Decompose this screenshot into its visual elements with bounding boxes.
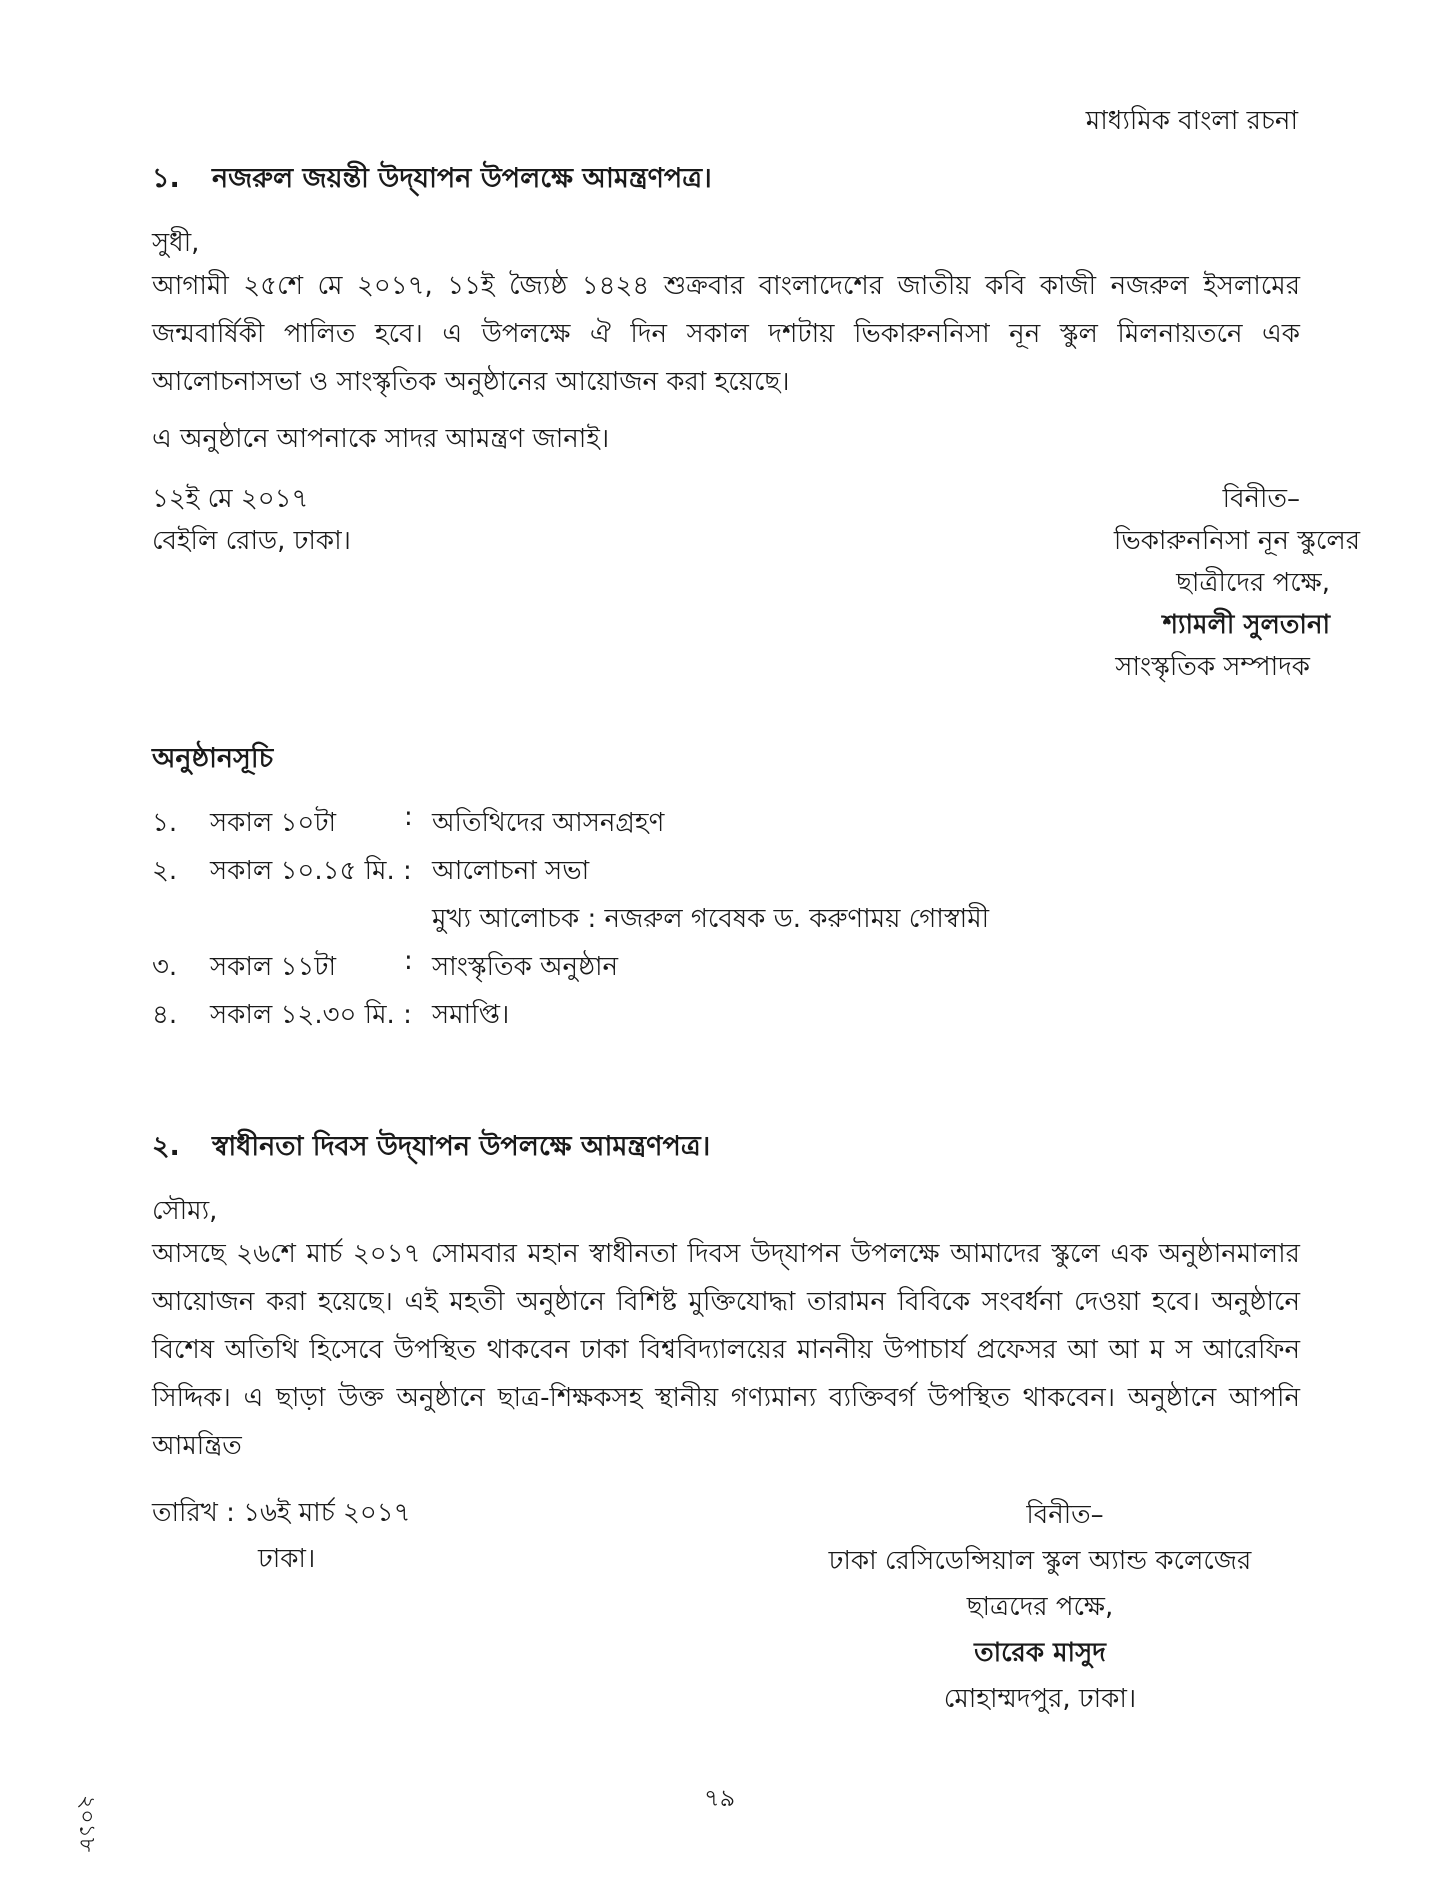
section2-body: আসছে ২৬শে মার্চ ২০১৭ সোমবার মহান স্বাধীনতা দিবস উদ্‌যাপন উপলক্ষে আমাদের স্কুলে এক অনুষ্ঠানমালার আয়োজন করা হয়েছে। এই মহতী অনুষ্ঠানে বিশিষ্ট মুক্তিযোদ্ধা তারামন বিবিকে সংবর্ধনা দেওয়া হবে। অনুষ্ঠানে বিশেষ অতিথি হিসেবে উপস্থিত থাকবেন ঢাকা বিশ্ববিদ্যালয়ের মাননীয় উপাচার্য প্রফেসর আ আ ম স আরেফিন সিদ্দিক। এ ছাড়া উক্ত অনুষ্ঠানে ছাত্র-শিক্ষকসহ স্থানীয় গণ্যমান্য ব্যক্তিবর্গ উপস্থিত থাকবেন। অনুষ্ঠানে আপনি আমন্ত্রিত <box>152 1239 1300 1461</box>
book-title: মাধ্যমিক বাংলা রচনা <box>1085 106 1298 136</box>
schedule-event: আলোচনা সভা <box>432 856 590 886</box>
section2-org-line2: ছাত্রদের পক্ষে, <box>966 1592 1114 1622</box>
section2-signer-place: মোহাম্মদপুর, ঢাকা। <box>943 1684 1137 1714</box>
section1-salutation: সুধী, <box>152 228 200 258</box>
schedule-title: অনুষ্ঠানসূচি <box>152 743 274 774</box>
section1-title: নজরুল জয়ন্তী উদ্‌যাপন উপলক্ষে আমন্ত্রণপত্র। <box>212 163 712 194</box>
schedule-event: অতিথিদের আসনগ্রহণ <box>432 808 665 838</box>
section2-title: স্বাধীনতা দিবস উদ্‌যাপন উপলক্ষে আমন্ত্রণপত্র। <box>212 1131 711 1162</box>
section1-invite-line: এ অনুষ্ঠানে আপনাকে সাদর আমন্ত্রণ জানাই। <box>152 424 610 454</box>
section1-signature-block <box>1000 478 1360 688</box>
section2-signature-block <box>780 1492 1300 1722</box>
schedule-event: সমাপ্তি। <box>432 1000 510 1030</box>
section1-sign-off: বিনীত– <box>1222 484 1300 514</box>
section2-place: ঢাকা। <box>258 1544 316 1574</box>
page-number: ৭৯ <box>704 1784 736 1812</box>
schedule-row <box>152 898 1252 942</box>
schedule-row <box>152 946 1252 990</box>
section1-signer: শ্যামলী সুলতানা <box>1162 610 1330 640</box>
schedule-row <box>152 994 1252 1038</box>
schedule-time: সকাল ১০.১৫ মি. : <box>210 856 412 886</box>
schedule-num: ২. <box>152 856 178 886</box>
schedule-time: সকাল ১১টা <box>210 952 336 982</box>
schedule-row <box>152 802 1252 846</box>
section2-signer: তারেক মাসুদ <box>974 1638 1106 1668</box>
section1-signer-role: সাংস্কৃতিক সম্পাদক <box>1115 652 1310 682</box>
section1-place: বেইলি রোড, ঢাকা। <box>152 526 351 556</box>
schedule-num: ১. <box>152 808 178 838</box>
schedule-time: সকাল ১২.৩০ মি. : <box>210 1000 412 1030</box>
section1-org-line2: ছাত্রীদের পক্ষে, <box>1176 568 1330 598</box>
schedule-num: ৩. <box>152 952 178 982</box>
section2-number: ২. <box>152 1131 180 1162</box>
section2-org-line1: ঢাকা রেসিডেন্সিয়াল স্কুল অ্যান্ড কলেজের <box>828 1546 1252 1576</box>
side-year-mark: ২০১৮ <box>74 1795 99 1853</box>
section2-date: তারিখ : ১৬ই মার্চ ২০১৭ <box>152 1498 411 1528</box>
schedule-num: ৪. <box>152 1000 178 1030</box>
section1-number: ১. <box>152 163 180 194</box>
schedule-colon: : <box>404 802 413 832</box>
schedule-event: সাংস্কৃতিক অনুষ্ঠান <box>432 952 619 982</box>
section1-org-line1: ভিকারুননিসা নূন স্কুলের <box>1113 526 1360 556</box>
section2-salutation: সৌম্য, <box>152 1196 218 1226</box>
schedule-event: মুখ্য আলোচক : নজরুল গবেষক ড. করুণাময় গোস্বামী <box>432 904 990 934</box>
schedule-time: সকাল ১০টা <box>210 808 337 838</box>
section2-sign-off: বিনীত– <box>1026 1500 1104 1530</box>
section1-body: আগামী ২৫শে মে ২০১৭, ১১ই জ্যৈষ্ঠ ১৪২৪ শুক্রবার বাংলাদেশের জাতীয় কবি কাজী নজরুল ইসলামের জন্মবার্ষিকী পালিত হবে। এ উপলক্ষে ঐ দিন সকাল দশটায় ভিকারুননিসা নূন স্কুল মিলনায়তনে এক আলোচনাসভা ও সাংস্কৃতিক অনুষ্ঠানের আয়োজন করা হয়েছে। <box>152 271 1300 397</box>
schedule-colon: : <box>404 946 413 976</box>
section1-date: ১২ই মে ২০১৭ <box>152 484 309 514</box>
schedule-row <box>152 850 1252 894</box>
